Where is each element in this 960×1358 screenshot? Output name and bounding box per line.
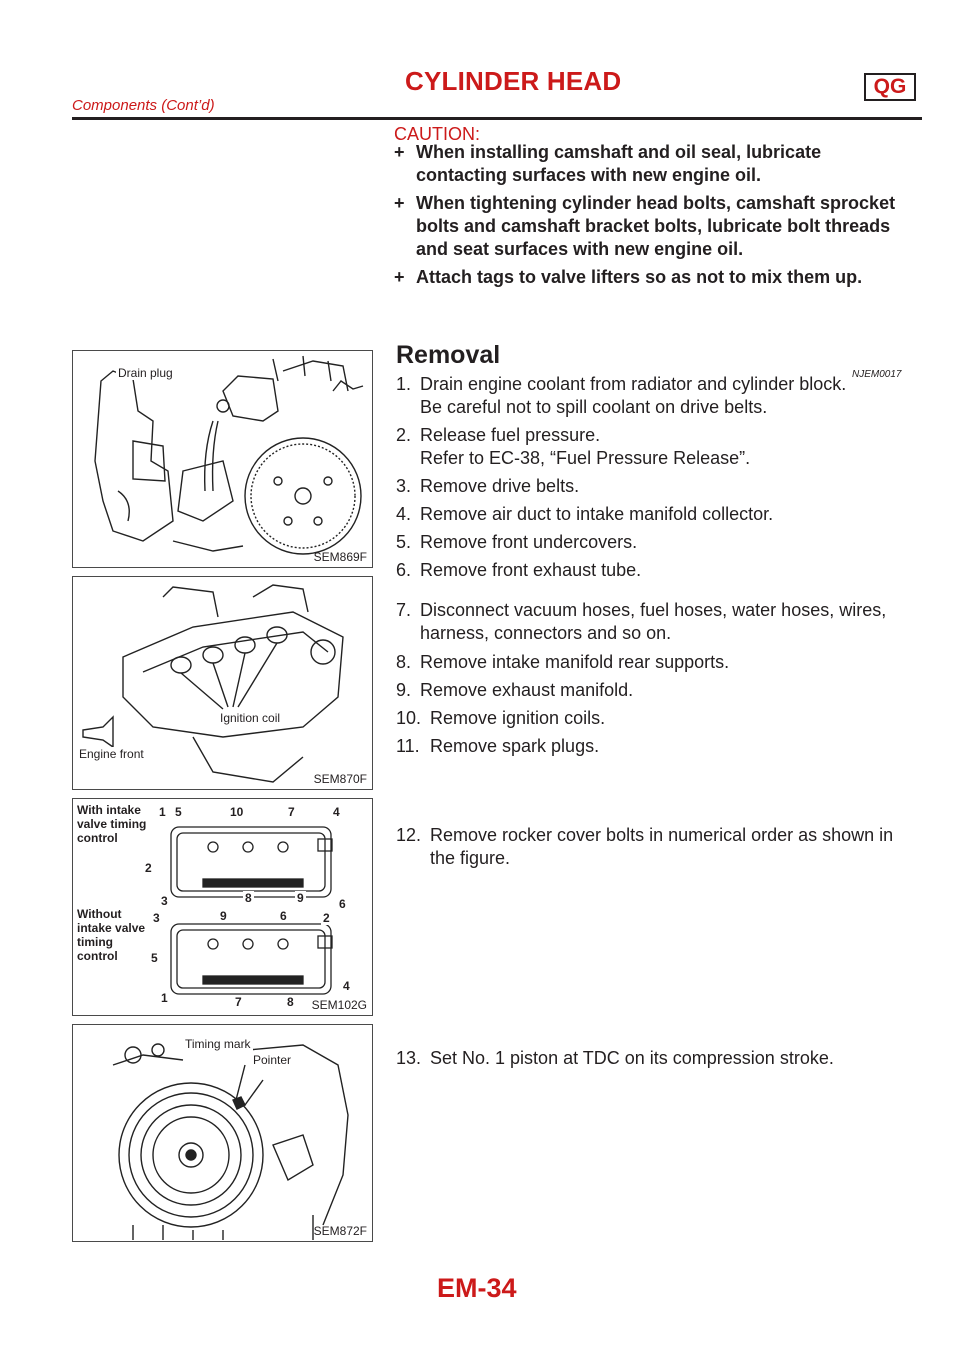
timing-mark-label: Timing mark — [185, 1037, 251, 1051]
engine-badge: QG — [864, 73, 916, 101]
step-item — [396, 559, 902, 582]
step-text: Remove exhaust manifold. — [420, 680, 634, 700]
figure-id: SEM870F — [313, 772, 367, 786]
step-number: 12. — [396, 825, 422, 845]
bolt-number: 7 — [288, 805, 295, 819]
step-item — [396, 531, 902, 554]
step-text: Remove intake manifold rear supports. — [420, 652, 730, 672]
step-item — [396, 424, 902, 470]
step-item — [396, 475, 902, 498]
caution-label: CAUTION: — [394, 124, 481, 144]
step-item — [396, 1047, 902, 1070]
page-title: CYLINDER HEAD — [405, 66, 622, 96]
step-number: 1. — [396, 374, 412, 394]
step-number: 7. — [396, 600, 412, 620]
step-text: Remove rocker cover bolts in numerical order as shown in the figure. — [430, 825, 894, 868]
bolt-number: 3 — [153, 911, 160, 925]
step-number: 9. — [396, 680, 412, 700]
caution-text: When tightening cylinder head bolts, camshaft sprocket bolts and camshaft bracket bolts, lubricate bolt threads and seat surfaces with new engine oil. — [416, 193, 896, 259]
section-title: Removal — [396, 341, 501, 369]
bullet-icon: + — [394, 142, 405, 162]
step-number: 2. — [396, 425, 412, 445]
without-ivtc-label: Without intake valve timing control — [75, 907, 149, 963]
ignition-coil-label: Ignition coil — [220, 711, 281, 725]
step-item — [396, 373, 902, 419]
bolt-number: 3 — [161, 894, 168, 908]
bolt-number: 2 — [145, 861, 152, 875]
step-text: Remove front exhaust tube. — [420, 560, 642, 580]
bullet-icon: + — [394, 267, 405, 287]
bolt-number: 8 — [287, 995, 294, 1009]
step-item — [396, 679, 902, 702]
section-code: NJEM0017 — [852, 369, 902, 380]
engine-block-illustration — [73, 351, 373, 568]
step-number: 6. — [396, 560, 412, 580]
step-note: Refer to EC-38, “Fuel Pressure Release”. — [420, 448, 751, 468]
bolt-number: 5 — [151, 951, 158, 965]
figure-rocker-cover-bolts — [72, 798, 373, 1016]
step-text: Remove drive belts. — [420, 476, 580, 496]
caution-item — [394, 141, 904, 187]
engine-front-label: Engine front — [79, 747, 144, 761]
bolt-number: 4 — [333, 805, 340, 819]
step-item — [396, 707, 902, 730]
step-text: Remove ignition coils. — [430, 708, 606, 728]
bolt-number: 5 — [175, 805, 182, 819]
bolt-number: 10 — [230, 805, 244, 819]
step-text: Remove spark plugs. — [430, 736, 600, 756]
step-item — [396, 503, 902, 526]
crank-pulley-illustration — [73, 1025, 373, 1242]
with-ivtc-label: With intake valve timing control — [75, 803, 163, 845]
step-item — [396, 599, 902, 645]
bullet-icon: + — [394, 193, 405, 213]
bolt-number: 9 — [220, 909, 227, 923]
step-number: 8. — [396, 652, 412, 672]
figure-ignition-coil — [72, 576, 373, 790]
pointer-label: Pointer — [253, 1053, 292, 1067]
bolt-number: 4 — [343, 979, 350, 993]
bolt-number: 6 — [339, 897, 346, 911]
step-text: Set No. 1 piston at TDC on its compression stroke. — [430, 1048, 834, 1068]
step-note: Be careful not to spill coolant on drive belts. — [420, 397, 768, 417]
step-number: 4. — [396, 504, 412, 524]
step-item — [396, 651, 902, 674]
step-number: 5. — [396, 532, 412, 552]
step-item — [396, 735, 902, 758]
caution-text: When installing camshaft and oil seal, lubricate contacting surfaces with new engine oil. — [416, 142, 822, 185]
header-divider — [72, 117, 922, 120]
bolt-number: 1 — [159, 805, 166, 819]
bolt-number: 1 — [161, 991, 168, 1005]
step-number: 11. — [396, 736, 420, 756]
step-number: 3. — [396, 476, 412, 496]
bolt-number: 6 — [280, 909, 287, 923]
bolt-number: 7 — [235, 995, 242, 1009]
figure-timing-mark — [72, 1024, 373, 1242]
drain-plug-label: Drain plug — [118, 366, 173, 380]
step-text: Remove front undercovers. — [420, 532, 638, 552]
figure-id: SEM102G — [311, 998, 367, 1012]
figure-id: SEM872F — [313, 1224, 367, 1238]
step-text: Release fuel pressure. — [420, 425, 601, 445]
bolt-number: 8 — [245, 891, 252, 905]
step-text: Remove air duct to intake manifold collector. — [420, 504, 774, 524]
caution-text: Attach tags to valve lifters so as not to mix them up. — [416, 267, 863, 287]
step-item — [396, 824, 902, 870]
bolt-number: 2 — [323, 911, 330, 925]
page-number: EM-34 — [437, 1273, 517, 1303]
step-number: 10. — [396, 708, 422, 728]
step-text: Disconnect vacuum hoses, fuel hoses, water hoses, wires, harness, connectors and so on. — [420, 600, 887, 643]
caution-item — [394, 192, 904, 261]
figure-id: SEM869F — [313, 550, 367, 564]
step-number: 13. — [396, 1048, 422, 1068]
bolt-number: 9 — [297, 891, 304, 905]
step-text: Drain engine coolant from radiator and cylinder block. — [420, 374, 847, 394]
page-subtitle: Components (Cont’d) — [72, 97, 215, 114]
figure-drain-plug — [72, 350, 373, 568]
caution-item — [394, 266, 904, 289]
